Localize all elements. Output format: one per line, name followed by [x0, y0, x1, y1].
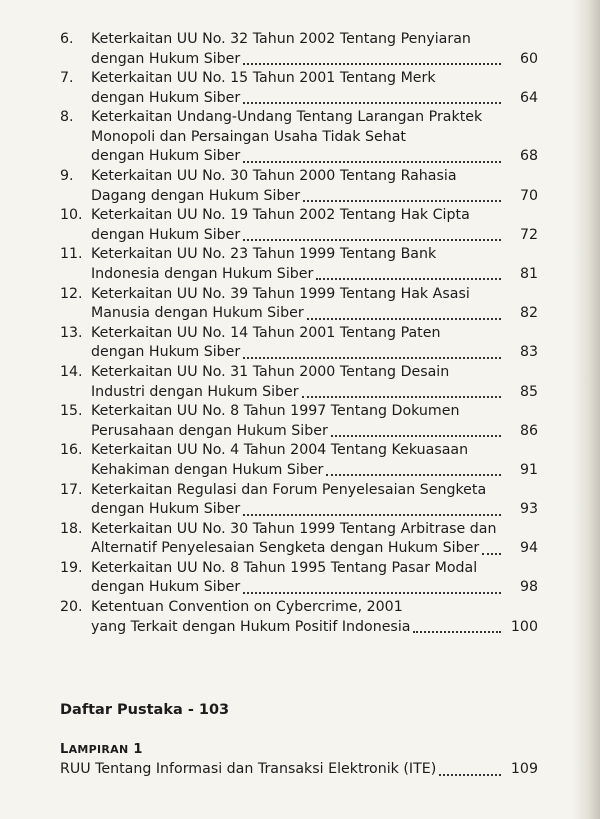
entry-text-line: dengan Hukum Siber — [91, 148, 241, 165]
leader-dots — [413, 627, 501, 633]
entry-text-line: Keterkaitan UU No. 15 Tahun 2001 Tentang Merk — [91, 70, 436, 87]
toc-entry — [60, 285, 538, 324]
entry-text-line: yang Terkait dengan Hukum Positif Indonesia — [91, 618, 411, 635]
entry-number: 17. — [60, 481, 83, 498]
appendix-title: RUU Tentang Informasi dan Transaksi Elektronik (ITE) — [60, 761, 437, 777]
entry-page-number: 86 — [519, 422, 538, 439]
entry-number: 14. — [60, 364, 83, 380]
appendix-page-number: 109 — [510, 761, 538, 777]
entry-page-number: 82 — [519, 305, 538, 322]
entry-text-line: dengan Hukum Siber — [91, 50, 241, 67]
toc-entry — [60, 598, 538, 637]
appendix-label — [60, 742, 143, 757]
entry-text-line: Keterkaitan UU No. 14 Tahun 2001 Tentang Paten — [91, 324, 441, 341]
entry-text-line: Monopoli dan Persaingan Usaha Tidak Sehat — [91, 128, 406, 145]
appendix-label-first: L — [60, 742, 69, 757]
entry-page-number: 70 — [519, 187, 538, 204]
toc-entry — [60, 481, 538, 520]
toc-entry — [60, 363, 538, 402]
entry-text-line: Keterkaitan UU No. 19 Tahun 2002 Tentang Hak Cipta — [91, 207, 470, 224]
toc-entry — [60, 520, 538, 559]
entry-text-line: Keterkaitan UU No. 8 Tahun 1997 Tentang Dokumen — [91, 403, 460, 420]
entry-page-number: 94 — [519, 540, 538, 557]
entry-text-line: Keterkaitan UU No. 23 Tahun 1999 Tentang Bank — [91, 246, 437, 263]
entry-text-line: dengan Hukum Siber — [91, 579, 241, 596]
entry-number: 8. — [60, 109, 74, 126]
entry-number: 18. — [60, 520, 83, 537]
entry-number: 6. — [60, 31, 74, 47]
entry-page-number: 83 — [519, 344, 538, 361]
leader-dots — [243, 98, 501, 104]
entry-text-line: Keterkaitan UU No. 32 Tahun 2002 Tentang Penyiaran — [91, 31, 471, 47]
entry-page-number: 91 — [519, 461, 538, 478]
entry-text-line: dengan Hukum Siber — [91, 89, 241, 106]
leader-dots — [331, 431, 501, 437]
leader-dots — [243, 510, 501, 516]
entry-text-line: Manusia dengan Hukum Siber — [91, 305, 304, 322]
entry-number: 15. — [60, 403, 83, 420]
entry-page-number: 72 — [519, 226, 538, 243]
toc-entry — [60, 206, 538, 245]
entry-text-line: dengan Hukum Siber — [91, 226, 241, 243]
entry-text-line: Keterkaitan Undang-Undang Tentang Larangan Praktek — [91, 109, 483, 126]
entry-text-line: Ketentuan Convention on Cybercrime, 2001 — [91, 599, 403, 616]
entry-page-number: 100 — [510, 618, 538, 635]
page-edge-shadow — [572, 0, 600, 819]
entry-page-number: 81 — [519, 265, 538, 282]
entry-number: 7. — [60, 70, 74, 87]
toc-entry — [60, 441, 538, 480]
toc-entry — [60, 245, 538, 284]
entry-page-number: 98 — [519, 579, 538, 596]
toc-entry — [60, 30, 538, 69]
entry-page-number: 60 — [519, 50, 538, 67]
entry-text-line: dengan Hukum Siber — [91, 501, 241, 518]
entry-number: 20. — [60, 599, 83, 616]
entry-text-line: Kehakiman dengan Hukum Siber — [91, 461, 324, 478]
entry-number: 11. — [60, 246, 83, 263]
entry-text-line: Dagang dengan Hukum Siber — [91, 187, 301, 204]
leader-dots — [243, 157, 501, 163]
entry-text-line: Perusahaan dengan Hukum Siber — [91, 422, 328, 439]
leader-dots — [439, 770, 501, 776]
entry-number: 9. — [60, 168, 74, 185]
entry-text-line: Keterkaitan UU No. 30 Tahun 1999 Tentang Arbitrase dan — [91, 520, 497, 537]
leader-dots — [326, 470, 501, 476]
bibliography-heading: Daftar Pustaka - 103 — [60, 702, 230, 718]
appendix-label-num: 1 — [133, 742, 143, 757]
entry-text-line: Keterkaitan UU No. 31 Tahun 2000 Tentang Desain — [91, 364, 450, 380]
entry-page-number: 93 — [519, 501, 538, 518]
entry-text-line: Alternatif Penyelesaian Sengketa dengan Hukum Siber — [91, 540, 480, 557]
appendix-entry — [60, 760, 538, 780]
leader-dots — [243, 59, 501, 65]
leader-dots — [302, 392, 501, 398]
toc-entry — [60, 167, 538, 206]
entry-number: 16. — [60, 442, 83, 459]
entry-text-line: Keterkaitan UU No. 8 Tahun 1995 Tentang Pasar Modal — [91, 559, 478, 576]
entry-text-line: Keterkaitan UU No. 30 Tahun 2000 Tentang Rahasia — [91, 168, 457, 185]
entry-page-number: 85 — [519, 383, 538, 400]
leader-dots — [316, 274, 501, 280]
entry-number: 13. — [60, 324, 83, 341]
entry-text-line: Keterkaitan Regulasi dan Forum Penyelesaian Sengketa — [91, 481, 487, 498]
toc-entry — [60, 324, 538, 363]
entry-number: 10. — [60, 207, 83, 224]
entry-text-line: Indonesia dengan Hukum Siber — [91, 265, 314, 282]
entry-text-line: Industri dengan Hukum Siber — [91, 383, 299, 400]
toc-entry — [60, 559, 538, 598]
entry-number: 19. — [60, 559, 83, 576]
leader-dots — [307, 314, 501, 320]
entry-text-line: Keterkaitan UU No. 4 Tahun 2004 Tentang Kekuasaan — [91, 442, 469, 459]
entry-page-number: 64 — [519, 89, 538, 106]
leader-dots — [482, 549, 501, 555]
appendix-label-rest: AMPIRAN — [68, 743, 129, 756]
entry-text-line: Keterkaitan UU No. 39 Tahun 1999 Tentang Hak Asasi — [91, 285, 470, 302]
table-of-contents — [60, 30, 538, 637]
entry-number: 12. — [60, 285, 83, 302]
toc-entry — [60, 69, 538, 108]
leader-dots — [303, 196, 501, 202]
entry-page-number: 68 — [519, 148, 538, 165]
entry-text-line: dengan Hukum Siber — [91, 344, 241, 361]
leader-dots — [243, 235, 501, 241]
leader-dots — [243, 353, 501, 359]
leader-dots — [243, 588, 501, 594]
toc-entry — [60, 108, 538, 167]
toc-entry — [60, 402, 538, 441]
